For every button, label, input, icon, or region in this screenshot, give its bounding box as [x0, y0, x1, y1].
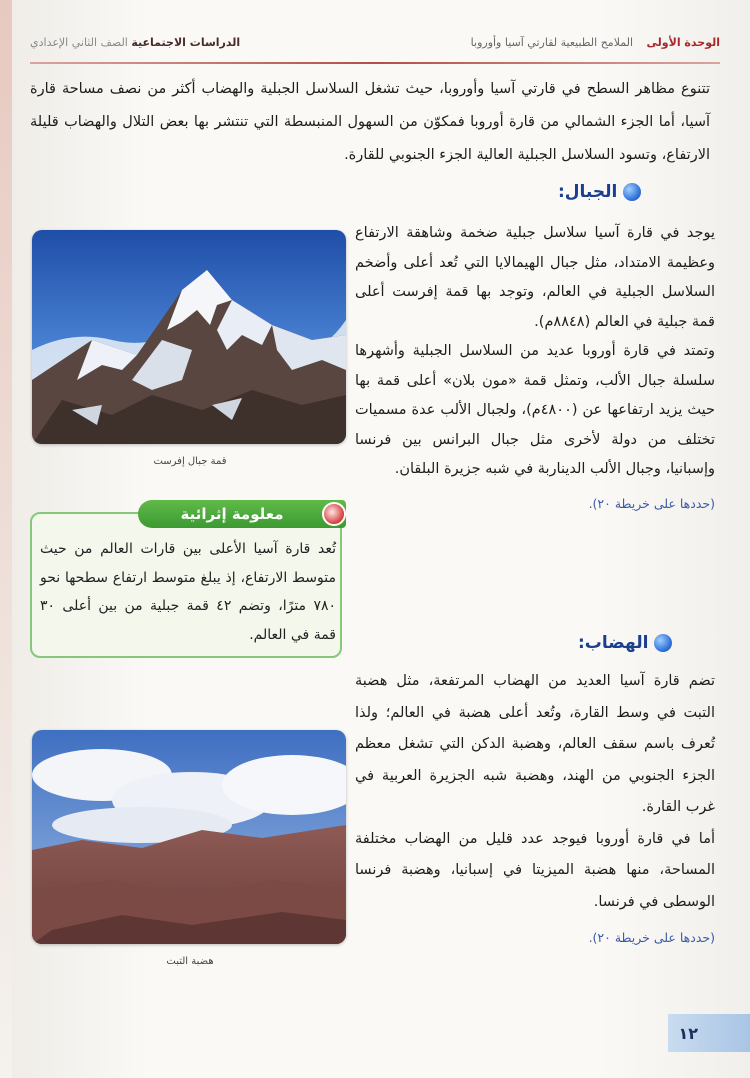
info-badge-icon: [322, 502, 346, 526]
tibet-caption: هضبة التبت: [166, 956, 214, 967]
everest-photo: [32, 230, 346, 444]
mountains-text: [355, 219, 715, 518]
plateaus-text: [355, 666, 715, 954]
enrichment-text: تُعد قارة آسيا الأعلى بين قارات العالم من حيث متوسط الارتفاع، إذ يبلغ متوسط ارتفاع سطحها نحو ٧٨٠ مترًا، وتضم ٤٢ قمة جبلية من بين أعلى ٣٠ قمة في العالم.: [40, 541, 336, 643]
page-edge-stripe: [0, 0, 12, 1078]
section-bullet-icon: [623, 183, 641, 201]
header-rule: [30, 62, 720, 64]
section-bullet-icon: [654, 634, 672, 652]
intro-paragraph: تتنوع مظاهر السطح في قارتي آسيا وأوروبا، حيث تشغل السلاسل الجبلية والهضاب أكثر من نصف مساحة قارة آسيا، أما الجزء الشمالي من قارة أوروبا فمكوّن من السهول المنبسطة التي تنتشر بها بعض التلال والهضاب قليلة الارتفاع، وتسود السلاسل الجبلية العالية الجزء الجنوبي للقارة.: [30, 81, 710, 163]
header-grade: الصف الثاني الإعدادي: [30, 36, 128, 49]
enrichment-title: معلومة إثرائية: [138, 500, 346, 528]
mountains-heading: [558, 182, 641, 202]
tibet-plateau-image: [32, 730, 346, 944]
everest-caption: قمة جبال إفرست: [153, 456, 227, 467]
tibet-photo: [32, 730, 346, 944]
header-subject: الدراسات الاجتماعية: [131, 36, 241, 49]
plateaus-heading-text: الهضاب:: [578, 633, 649, 653]
mountains-map-note: (حددها على خريطة ٢٠).: [588, 495, 715, 511]
page-number: ١٢: [678, 1023, 698, 1043]
everest-mountain-image: [32, 230, 346, 444]
mountains-heading-text: الجبال:: [558, 182, 618, 202]
plateaus-heading: [578, 633, 672, 653]
page-header: [20, 30, 720, 60]
plateaus-paragraph-1: تضم قارة آسيا العديد من الهضاب المرتفعة، مثل هضبة التبت في وسط القارة، وتُعد أعلى هضبة في العالم؛ ولذا تُعرف باسم سقف العالم، وهضبة الدكن التي تشغل معظم الجزء الجنوبي من الهند، وهضبة شبه الجزيرة العربية في غرب القارة.: [355, 673, 715, 815]
plateaus-paragraph-2: أما في قارة أوروبا فيوجد عدد قليل من الهضاب مختلفة المساحة، منها هضبة الميزيتا في إسبانيا، وهضبة فرنسا الوسطى في فرنسا.: [355, 830, 715, 910]
mountains-paragraph-1: يوجد في قارة آسيا سلاسل جبلية ضخمة وشاهقة الارتفاع وعظيمة الامتداد، مثل جبال الهيمالايا التي تُعد أعلى وأضخم السلاسل الجبلية في العالم، وتوجد بها قمة إفرست أعلى قمة جبلية في العالم (٨٨٤٨م).: [355, 225, 715, 330]
plateaus-map-note: (حددها على خريطة ٢٠).: [588, 930, 715, 945]
header-chapter: الملامح الطبيعية لقارتي آسيا وأوروبا: [470, 36, 634, 49]
header-unit: الوحدة الأولى: [646, 36, 720, 49]
mountains-paragraph-2: وتمتد في قارة أوروبا عديد من السلاسل الجبلية وأشهرها سلسلة جبال الألب، وتمثل قمة «مون بلان» أعلى قمة بها حيث يزيد ارتفاعها عن (٤٨٠٠م)، ولجبال الألب عدة مسميات تختلف من دولة لأخرى مثل جبال البرانس بين فرنسا وإسبانيا، وجبال الألب الديناربة في شبه جزيرة البلقان.: [355, 343, 715, 477]
header-unit-chapter: [471, 36, 720, 49]
header-subject-grade: [30, 36, 240, 49]
page-number-band: [668, 1014, 750, 1052]
